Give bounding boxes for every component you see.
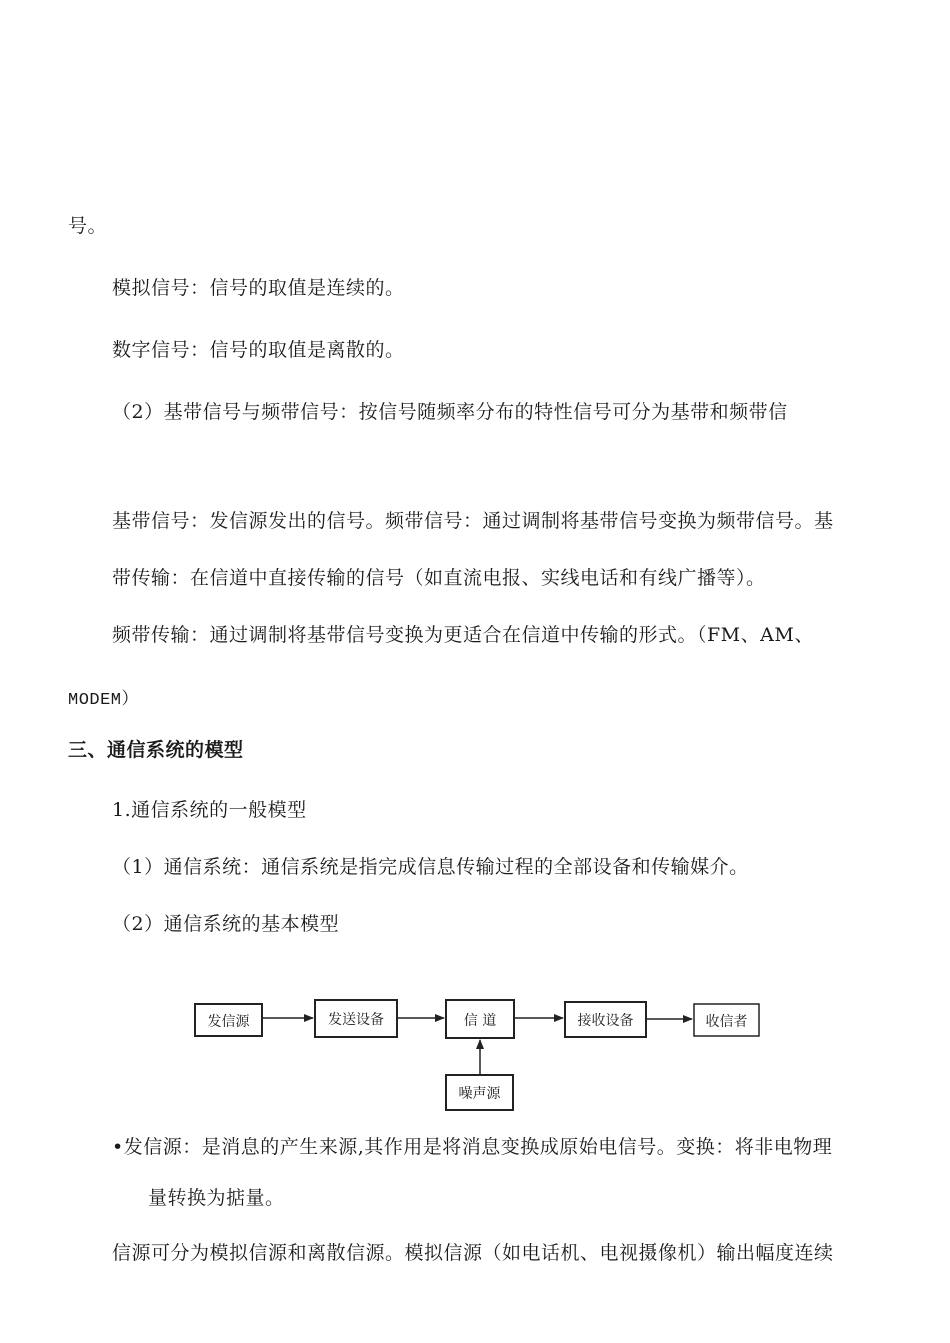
source-label: 发信源 xyxy=(207,1014,250,1030)
text-line: 量转换为掂量。 xyxy=(148,1187,285,1209)
text-line: MODEM） xyxy=(68,691,140,710)
text-line: （2）通信系统的基本模型 xyxy=(112,913,340,935)
receiver-label: 接收设备 xyxy=(577,1013,634,1029)
text-line: 模拟信号：信号的取值是连续的。 xyxy=(112,277,405,299)
bullet-item: •发信源：是消息的产生来源,其作用是将消息变换成原始电信号。变换：将非电物理 xyxy=(112,1136,833,1158)
sink-box xyxy=(694,1004,759,1036)
text-line: 数字信号：信号的取值是离散的。 xyxy=(112,339,405,361)
channel-label: 信 道 xyxy=(463,1013,497,1029)
section-heading: 三、通信系统的模型 xyxy=(68,739,244,761)
text-line: 号。 xyxy=(68,215,108,237)
receiver-box xyxy=(565,1002,646,1037)
transmitter-box xyxy=(315,1000,397,1037)
noise-label: 噪声源 xyxy=(458,1086,501,1102)
text-line: 基带信号：发信源发出的信号。频带信号：通过调制将基带信号变换为频带信号。基 xyxy=(112,510,834,532)
text-line: 带传输：在信道中直接传输的信号（如直流电报、实线电话和有线广播等）。 xyxy=(112,567,766,589)
text-line: 频带传输：通过调制将基带信号变换为更适合在信道中传输的形式。（FM、AM、 xyxy=(112,624,814,646)
subsection-title: 1.通信系统的一般模型 xyxy=(112,799,307,821)
sink-label: 收信者 xyxy=(705,1014,748,1030)
text-line: 信源可分为模拟信源和离散信源。模拟信源（如电话机、电视摄像机）输出幅度连续 xyxy=(112,1242,834,1264)
channel-box xyxy=(446,1000,514,1038)
text-line: （2）基带信号与频带信号：按信号随频率分布的特性信号可分为基带和频带信 xyxy=(112,401,788,423)
source-box xyxy=(195,1004,262,1036)
transmitter-label: 发送设备 xyxy=(328,1012,384,1028)
text-line: （1）通信系统：通信系统是指完成信息传输过程的全部设备和传输媒介。 xyxy=(112,856,749,878)
noise-box xyxy=(446,1075,513,1110)
